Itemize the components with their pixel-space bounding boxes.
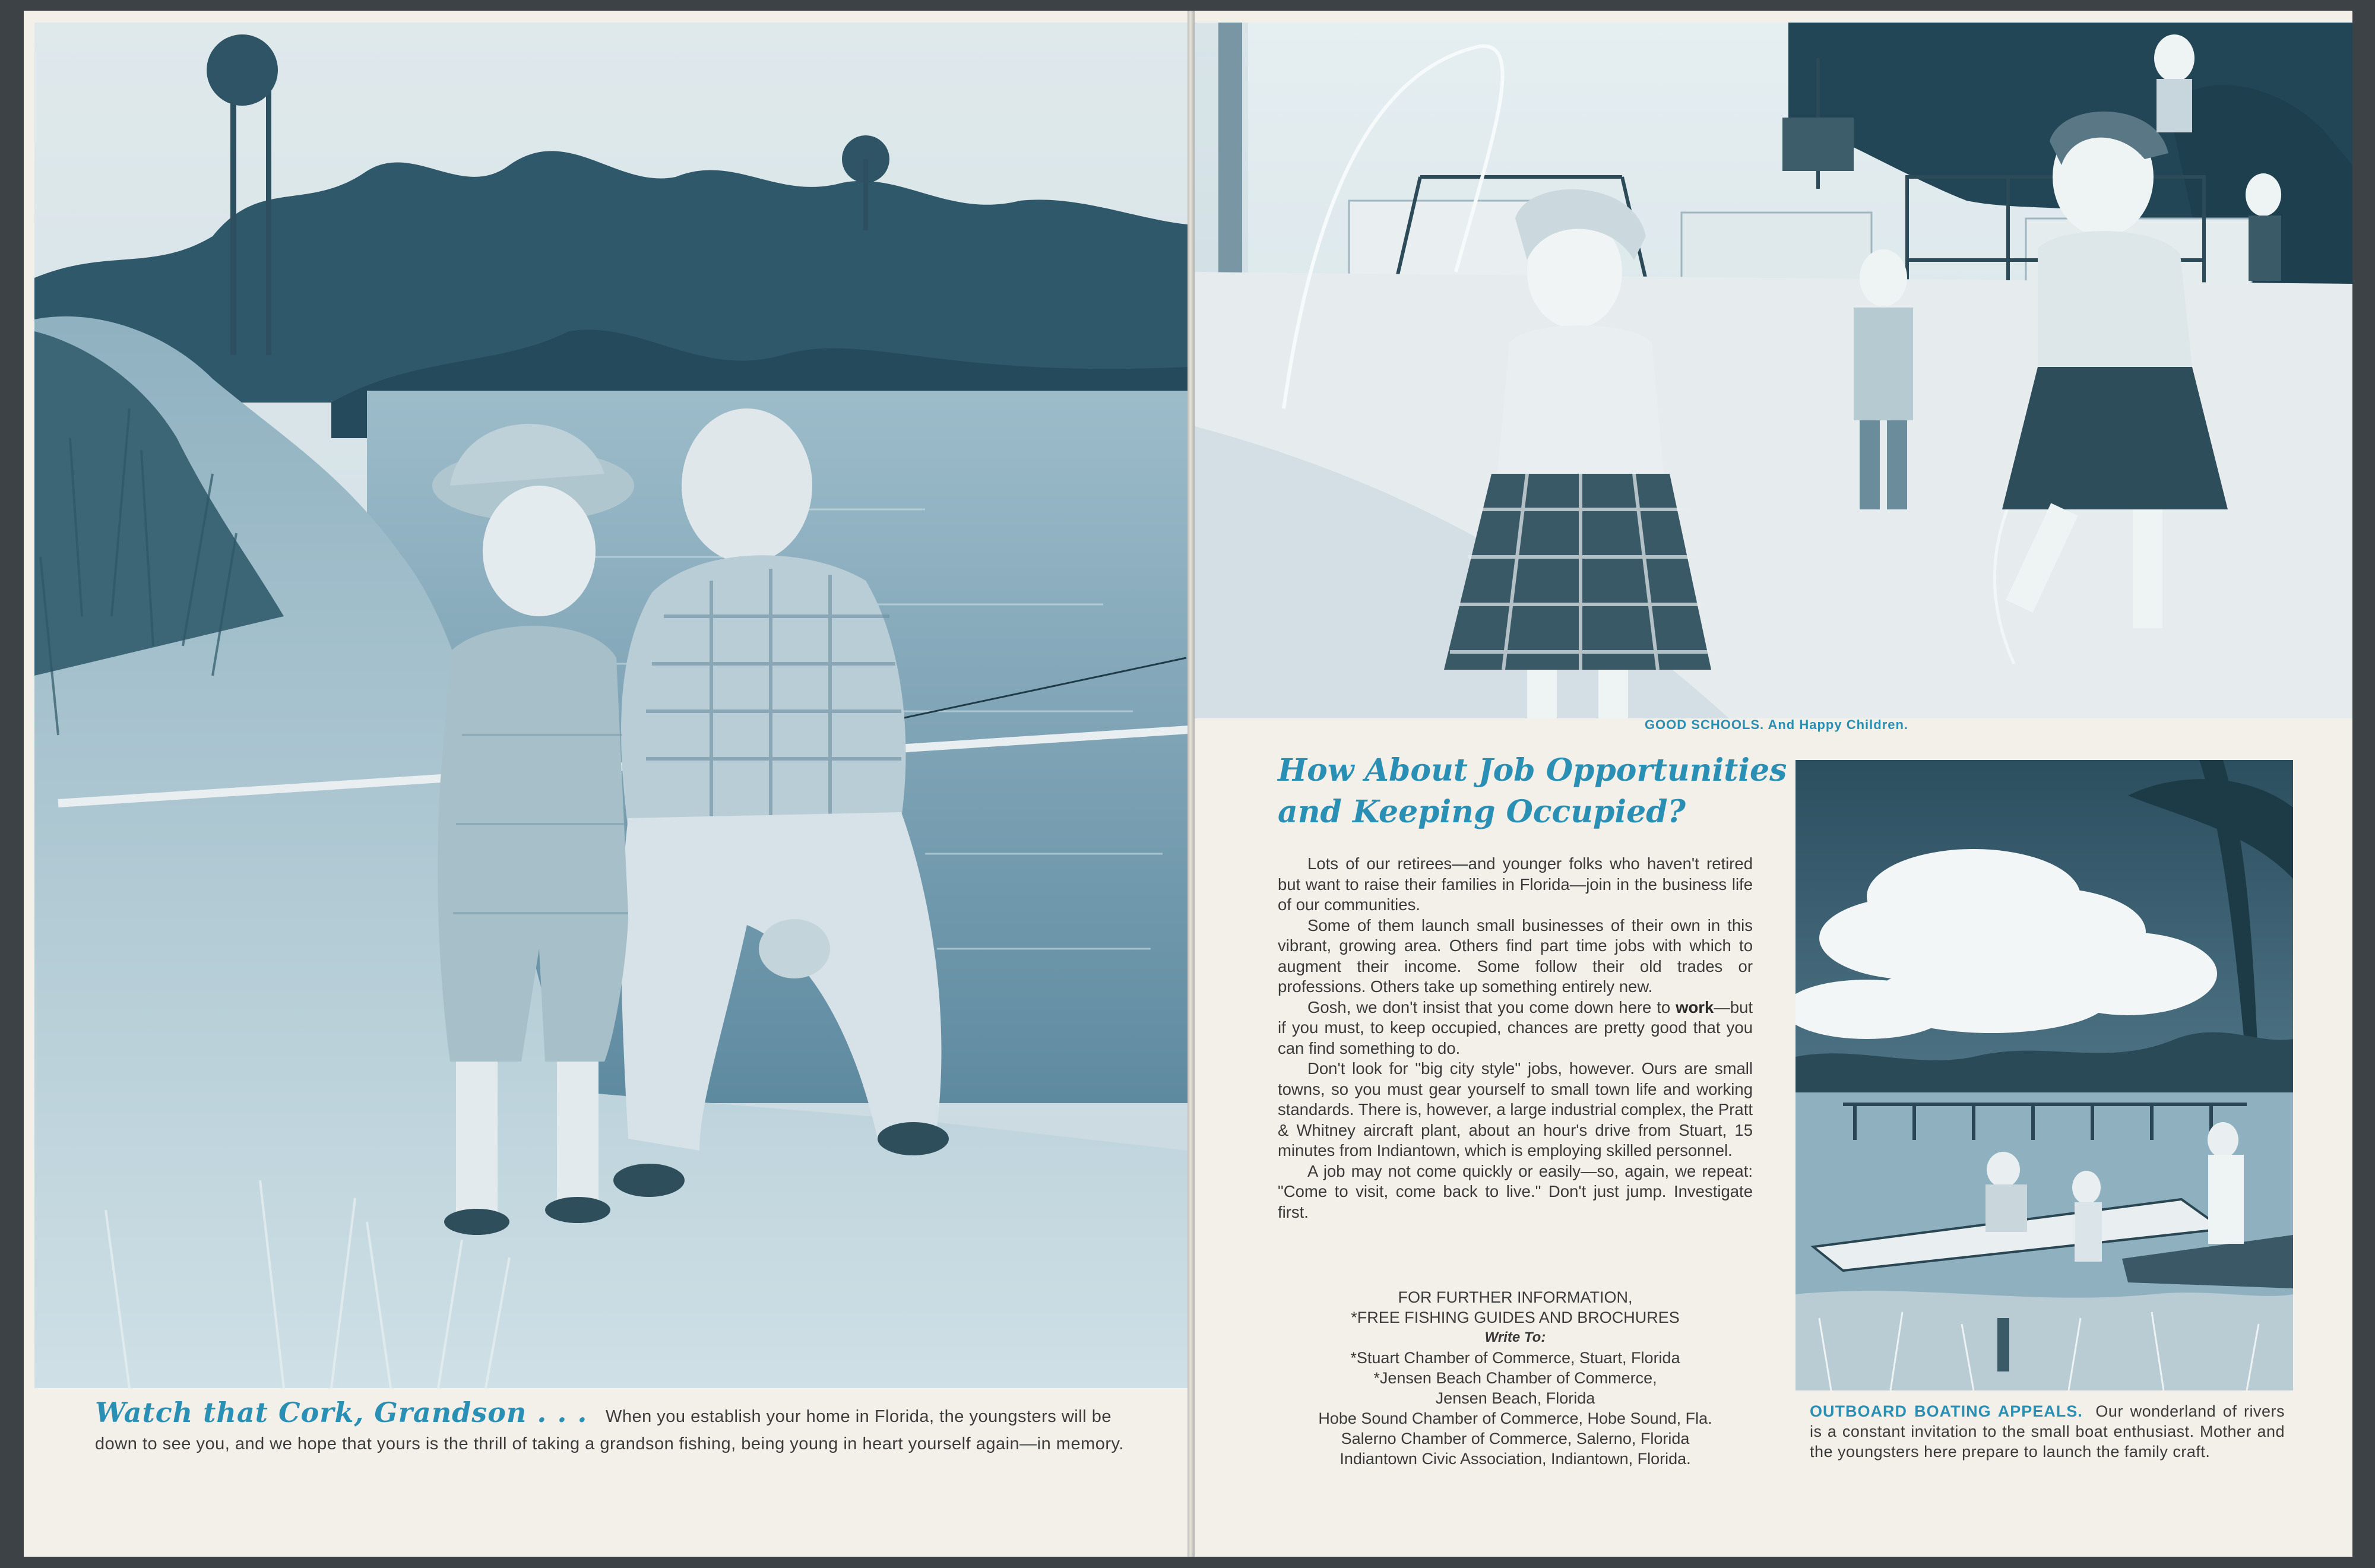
paragraph-3-bold: work [1676, 997, 1714, 1016]
paragraph-3-end: —but if you must, to keep occupied, chances are pretty good that you can find something to do. [1278, 997, 1753, 1057]
paragraph-1: Lots of our retirees—and younger folks who haven't retired but want to raise their families in Florida—join in the business life of our communities. [1278, 854, 1753, 914]
fishing-caption-title: Watch that Cork, Grandson . . . [95, 1396, 588, 1428]
playground-caption [1195, 717, 2352, 733]
paragraph-2: Some of them launch small businesses of their own in this vibrant, growing area. Others find part time jobs with which to augment their income. Some follow their old trades or professions. Others take up something entirely new. [1278, 916, 1753, 996]
job-heading-line1: How About Job Opportunities [1278, 752, 1787, 788]
boating-caption-lead: OUTBOARD BOATING APPEALS. [1810, 1402, 2083, 1420]
contact-line: *Stuart Chamber of Commerce, Stuart, Florida [1350, 1349, 1680, 1367]
job-body-text [1278, 854, 1753, 1222]
write-to-label: Write To: [1484, 1329, 1546, 1345]
playground-caption-rest: And Happy Children. [1768, 717, 1909, 732]
contact-line: Indiantown Civic Association, Indiantown, Florida. [1340, 1450, 1691, 1468]
playground-caption-lead: GOOD SCHOOLS. [1644, 717, 1765, 732]
fishing-caption [95, 1396, 1140, 1458]
contact-heading-2: *FREE FISHING GUIDES AND BROCHURES [1351, 1309, 1680, 1326]
paragraph-3-start: Gosh, we don't insist that you come down here to [1307, 997, 1671, 1016]
contact-line: Jensen Beach, Florida [1435, 1389, 1595, 1407]
contact-heading-1: FOR FURTHER INFORMATION, [1398, 1288, 1633, 1306]
right-page [1195, 11, 2352, 1557]
job-heading [1278, 750, 1812, 833]
paragraph-3 [1278, 997, 1753, 1059]
playground-photo [1195, 23, 2352, 718]
left-page [24, 11, 1188, 1557]
fishing-caption-body: When you establish your home in Florida, the youngsters will be down to see you, and we hope that yours is the thrill of taking a grandson fishing, being young in heart yourself again—in memory. [95, 1407, 1124, 1453]
contact-line: Hobe Sound Chamber of Commerce, Hobe Sound, Fla. [1318, 1409, 1712, 1427]
job-heading-line2: and Keeping Occupied? [1278, 794, 1686, 830]
boating-caption-body: Our wonderland of rivers is a constant invitation to the small boat enthusiast. Mother and the youngsters here prepare to launch the family craft. [1810, 1402, 2285, 1461]
fishing-photo [34, 23, 1188, 1388]
boating-caption [1810, 1401, 2285, 1462]
paragraph-4: Don't look for "big city style" jobs, however. Ours are small towns, so you must gear yourself to small town life and working standards. There is, however, a large industrial complex, the Pratt & Whitney aircraft plant, about an hour's drive from Stuart, 15 minutes from Indiantown, which is employing skilled personnel. [1278, 1059, 1753, 1160]
paragraph-5: A job may not come quickly or easily—so, again, we repeat: "Come to visit, come back to live." Don't just jump. Investigate first. [1278, 1161, 1753, 1221]
boating-photo [1796, 760, 2293, 1390]
contact-line: Salerno Chamber of Commerce, Salerno, Florida [1341, 1430, 1690, 1447]
contact-line: *Jensen Beach Chamber of Commerce, [1373, 1369, 1657, 1387]
contact-block [1266, 1287, 1765, 1469]
